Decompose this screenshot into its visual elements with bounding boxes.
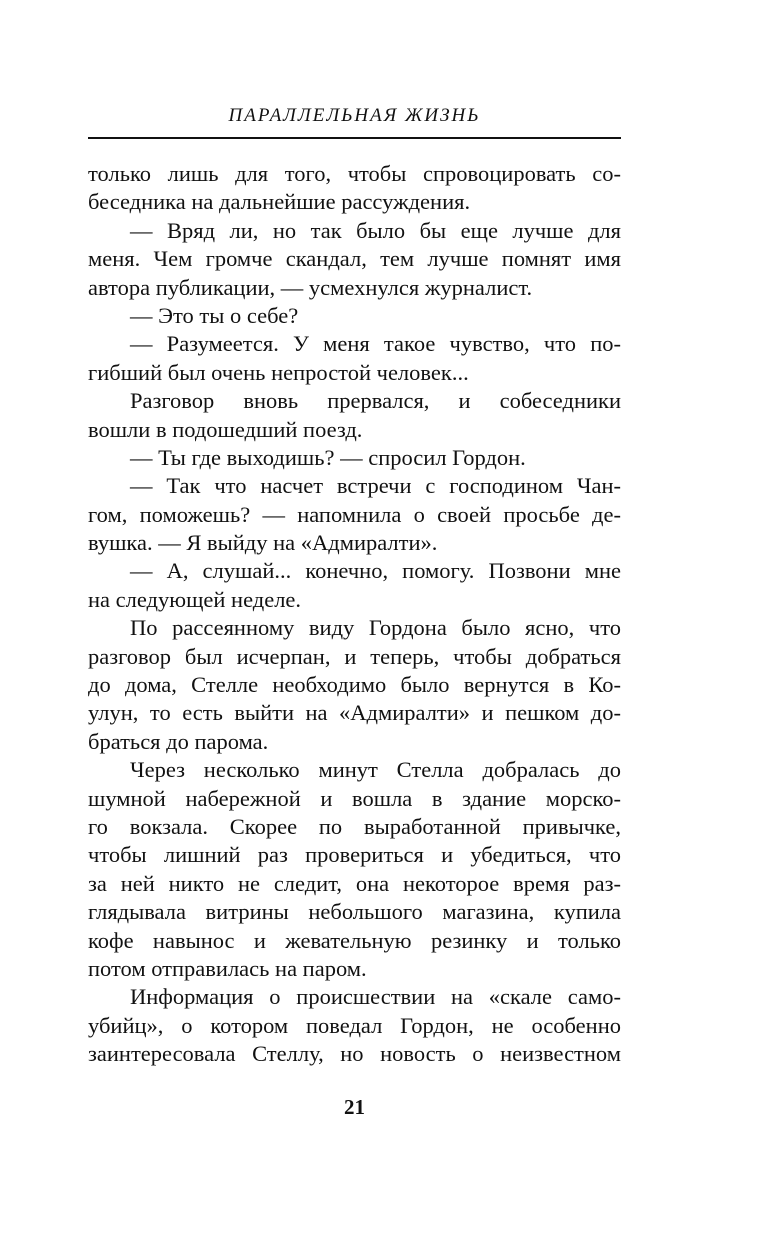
- text-line: заинтересовала Стеллу, но новость о неизвестном: [88, 1041, 621, 1067]
- text-line: — Вряд ли, но так было бы еще лучше для: [130, 217, 621, 243]
- text-line: на следующей неделе.: [88, 586, 302, 612]
- header-rule: [88, 137, 621, 139]
- text-line: вошли в подошедший поезд.: [88, 416, 363, 442]
- text-line: — Так что насчет встречи с господином Чан-: [130, 473, 621, 499]
- paragraph: [88, 217, 621, 302]
- text-line: до дома, Стелле необходимо было вернутся в Ко-: [88, 672, 621, 698]
- paragraph: [88, 472, 621, 557]
- paragraph: [88, 302, 621, 330]
- text-line: разговор был исчерпан, и теперь, чтобы добраться: [88, 643, 621, 669]
- text-line: только лишь для того, чтобы спровоцировать со-: [88, 161, 621, 186]
- paragraph: [88, 444, 621, 472]
- text-line: меня. Чем громче скандал, тем лучше помнят имя: [88, 246, 621, 272]
- text-line: Через несколько минут Стелла добралась до: [130, 757, 621, 783]
- book-page-text: [88, 160, 621, 1069]
- text-line: убийц», о котором поведал Гордон, не особенно: [88, 1012, 621, 1038]
- text-line: — Это ты о себе?: [130, 302, 299, 328]
- text-line: По рассеянному виду Гордона было ясно, что: [130, 615, 621, 641]
- text-line: Информация о происшествии на «скале само-: [130, 984, 621, 1010]
- text-line: браться до парома.: [88, 728, 269, 754]
- paragraph: [88, 983, 621, 1068]
- paragraph: [88, 614, 621, 756]
- text-line: за ней никто не следит, она некоторое время раз-: [88, 870, 621, 896]
- text-line: шумной набережной и вошла в здание морско-: [88, 785, 621, 811]
- text-line: глядывала витрины небольшого магазина, купила: [88, 899, 621, 925]
- text-line: потом отправилась на паром.: [88, 955, 367, 981]
- text-line: вушка. — Я выйду на «Адмиралти».: [88, 530, 438, 556]
- paragraph: [88, 387, 621, 444]
- text-line: Разговор вновь прервался, и собеседники: [130, 388, 621, 414]
- text-line: — Ты где выходишь? — спросил Гордон.: [130, 444, 526, 470]
- text-line: беседника на дальнейшие рассуждения.: [88, 189, 471, 215]
- text-line: улун, то есть выйти на «Адмиралти» и пешком до-: [88, 700, 621, 726]
- running-title: ПАРАЛЛЕЛЬНАЯ ЖИЗНЬ: [228, 105, 481, 126]
- paragraph: [88, 330, 621, 387]
- text-line: кофе навынос и жевательную резинку и только: [88, 927, 621, 953]
- text-line: автора публикации, — усмехнулся журналист.: [88, 274, 533, 300]
- text-line: гом, поможешь? — напомнила о своей просьбе де-: [88, 501, 621, 527]
- page-number: 21: [344, 1095, 365, 1119]
- text-line: гибший был очень непростой человек...: [88, 359, 469, 385]
- paragraph: [88, 160, 621, 217]
- text-line: — Разумеется. У меня такое чувство, что по-: [130, 331, 621, 357]
- paragraph: [88, 756, 621, 983]
- text-line: го вокзала. Скорее по выработанной привычке,: [88, 813, 621, 839]
- text-line: чтобы лишний раз провериться и убедиться, что: [88, 842, 621, 868]
- text-line: — А, слушай... конечно, помогу. Позвони мне: [130, 558, 621, 584]
- paragraph: [88, 557, 621, 614]
